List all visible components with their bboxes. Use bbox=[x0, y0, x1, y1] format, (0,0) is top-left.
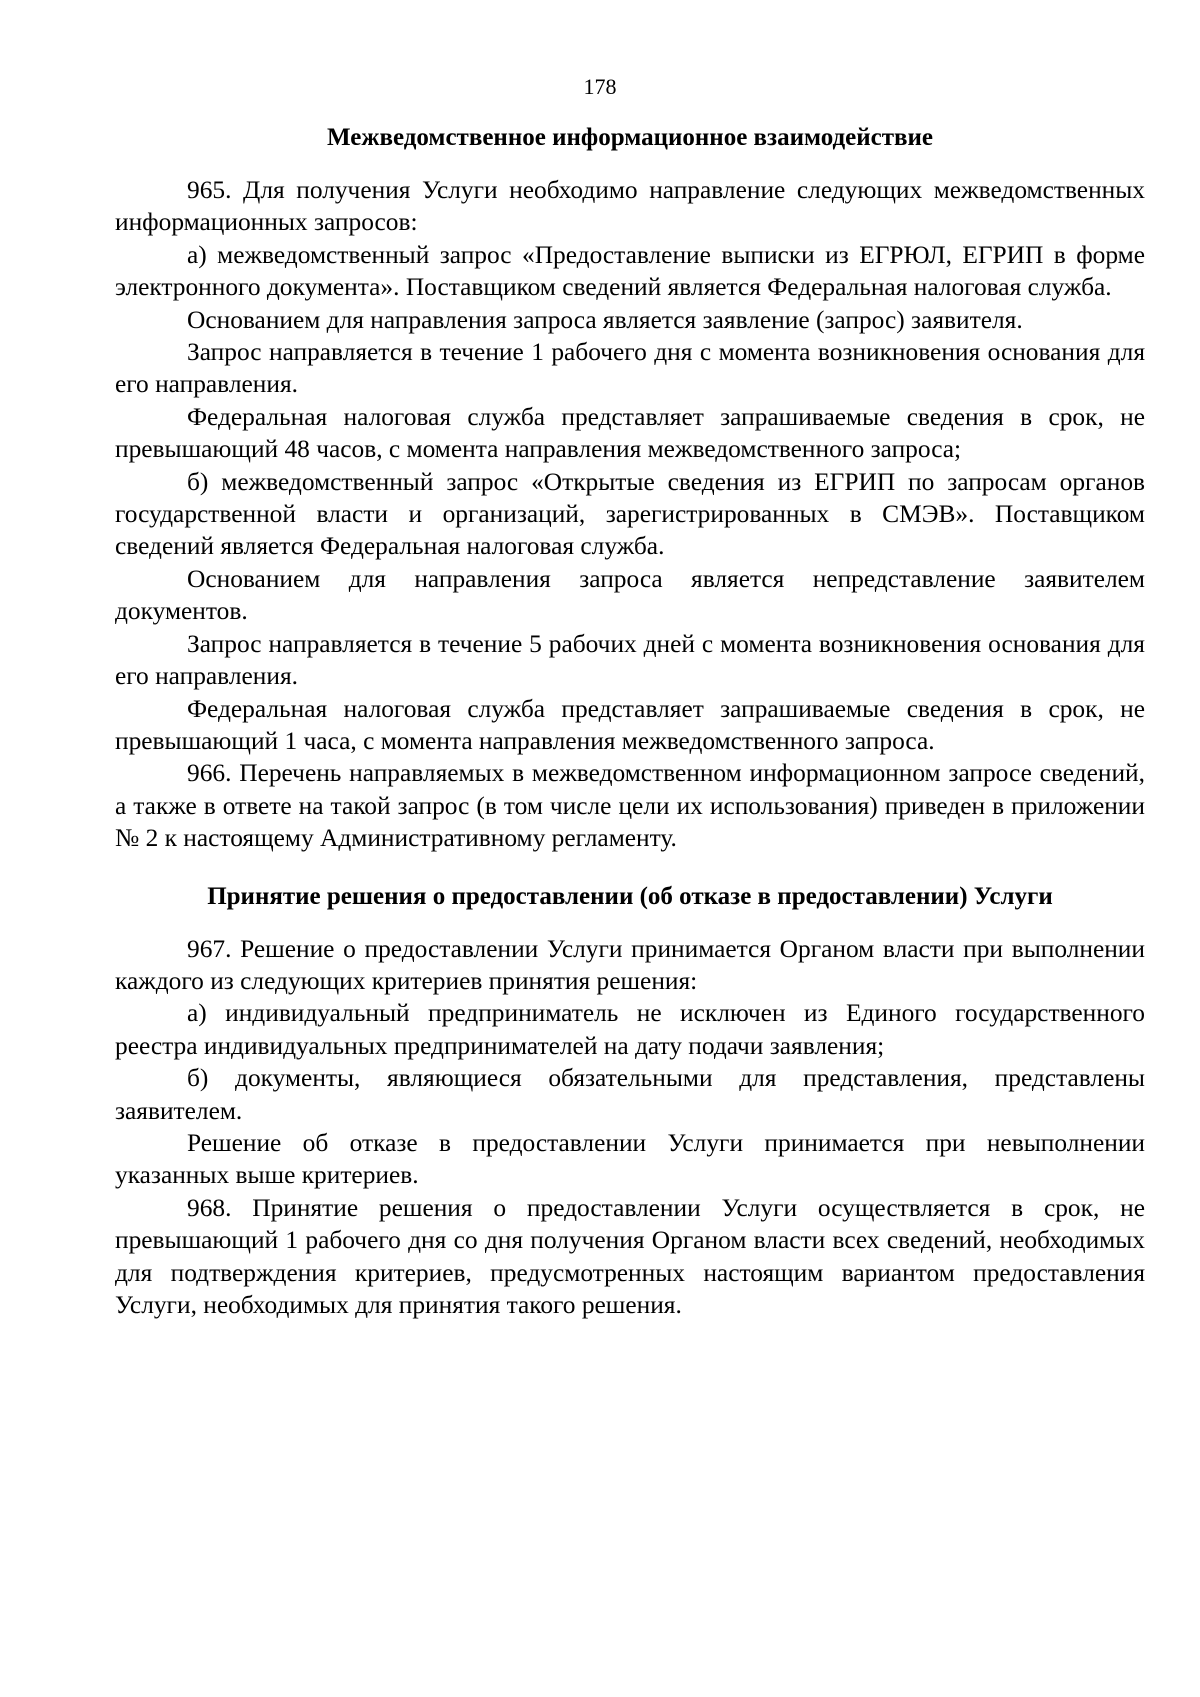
paragraph-968: 968. Принятие решения о предоставлении Услуги осуществляется в срок, не превышающий 1 рабочего дня со дня получения Органом власти всех сведений, необходимых для подтверждения критериев, предусмотренных настоящим вариантом предоставления Услуги, необходимых для принятия такого решения. bbox=[115, 1193, 1145, 1319]
paragraph-966: 966. Перечень направляемых в межведомственном информационном запросе сведений, а также в ответе на такой запрос (в том числе цели их использования) приведен в приложении № 2 к настоящему Административному регламенту. bbox=[115, 759, 1145, 853]
paragraph-965-b-term: Запрос направляется в течение 5 рабочих дней с момента возникновения основания для его направления. bbox=[115, 629, 1145, 691]
section-heading-decision: Принятие решения о предоставлении (об отказе в предоставлении) Услуги bbox=[207, 882, 1053, 910]
section-heading-interagency: Межведомственное информационное взаимодействие bbox=[327, 124, 933, 151]
paragraph-965-a-term: Запрос направляется в течение 1 рабочего дня с момента возникновения основания для его направления. bbox=[115, 338, 1145, 399]
page-number: 178 bbox=[583, 74, 617, 99]
paragraph-965-a-basis: Основанием для направления запроса является заявление (запрос) заявителя. bbox=[187, 305, 1023, 334]
paragraph-965-b-basis: Основанием для направления запроса является непредставление заявителем документов. bbox=[115, 564, 1145, 626]
paragraph-967-b: б) документы, являющиеся обязательными для представления, представлены заявителем. bbox=[115, 1064, 1145, 1125]
page-content bbox=[115, 122, 1145, 1321]
paragraph-965-b: б) межведомственный запрос «Открытые сведения из ЕГРИП по запросам органов государственной власти и организаций, зарегистрированных в СМЭВ». Поставщиком сведений является Федеральная налоговая служба. bbox=[115, 467, 1145, 561]
paragraph-965-b-response: Федеральная налоговая служба представляет запрашиваемые сведения в срок, не превышающий 1 часа, с момента направления межведомственного запроса. bbox=[115, 694, 1145, 755]
paragraph-965-a-response: Федеральная налоговая служба представляет запрашиваемые сведения в срок, не превышающий 48 часов, с момента направления межведомственного запроса; bbox=[115, 402, 1145, 464]
paragraph-965-a: а) межведомственный запрос «Предоставление выписки из ЕГРЮЛ, ЕГРИП в форме электронного документа». Поставщиком сведений является Федеральная налоговая служба. bbox=[115, 240, 1145, 302]
paragraph-967-a: а) индивидуальный предприниматель не исключен из Единого государственного реестра индивидуальных предпринимателей на дату подачи заявления; bbox=[115, 999, 1145, 1060]
paragraph-965: 965. Для получения Услуги необходимо направление следующих межведомственных информационных запросов: bbox=[115, 176, 1145, 237]
paragraph-967-refusal: Решение об отказе в предоставлении Услуги принимается при невыполнении указанных выше критериев. bbox=[115, 1128, 1145, 1190]
paragraph-967: 967. Решение о предоставлении Услуги принимается Органом власти при выполнении каждого из следующих критериев принятия решения: bbox=[115, 934, 1145, 995]
